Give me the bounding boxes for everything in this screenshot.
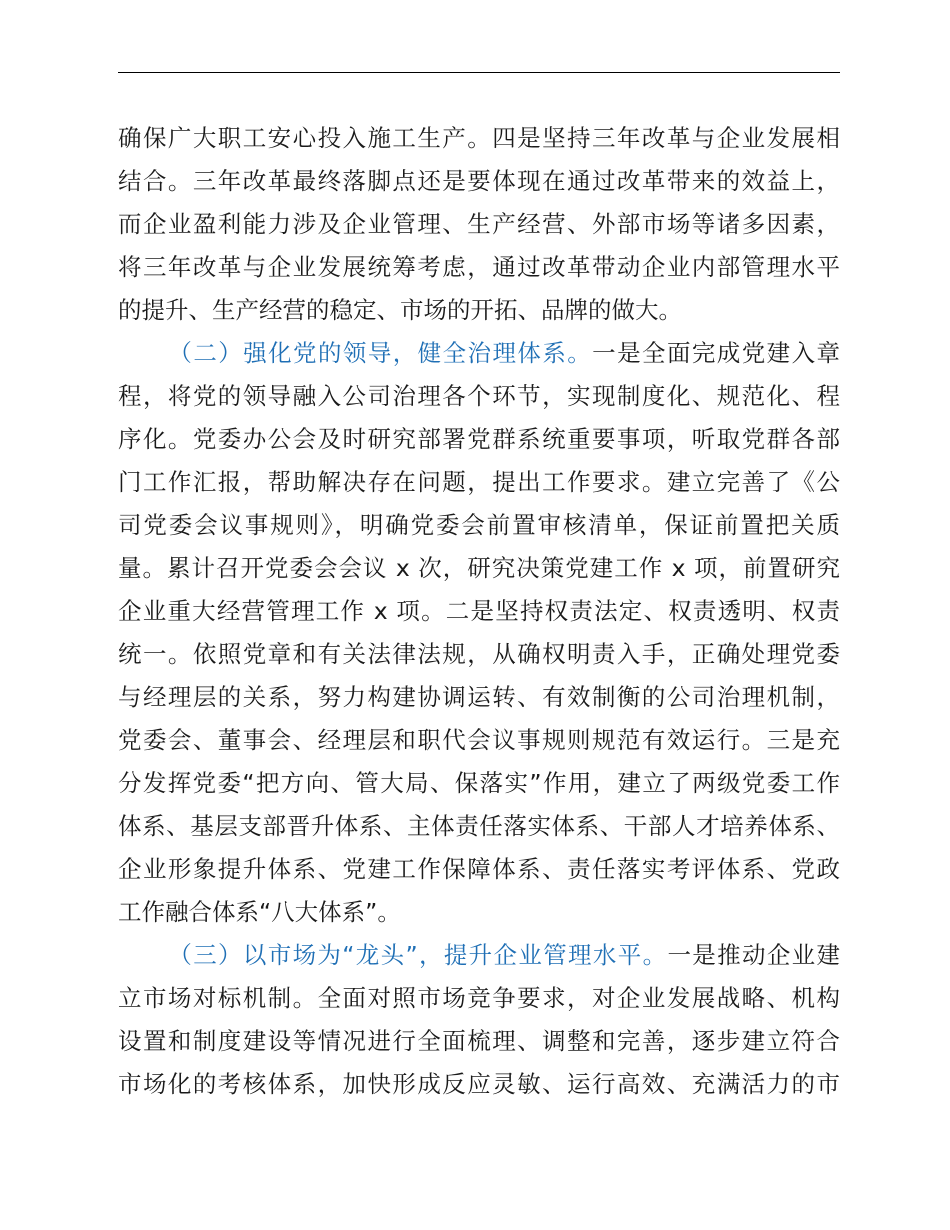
paragraph-section-3 [118, 934, 840, 1106]
section-heading: （二）强化党的领导，健全治理体系。 [167, 339, 593, 367]
text-line: 与经理层的关系，努力构建协调运转、有效制衡的公司治理机制， [118, 683, 840, 711]
paragraph-first-line [118, 332, 840, 375]
paragraph-first-line [118, 934, 840, 977]
text-line: 司党委会议事规则》，明确党委会前置审核清单，保证前置把关质 [118, 511, 840, 539]
text-line: 分发挥党委“把方向、管大局、保落实”作用，建立了两级党委工作 [118, 769, 840, 797]
text-line: 将三年改革与企业发展统筹考虑，通过改革带动企业内部管理水平 [118, 253, 840, 281]
text-line: 统一。依照党章和有关法律法规，从确权明责入手，正确处理党委 [118, 640, 840, 668]
text-line: 市场化的考核体系，加快形成反应灵敏、运行高效、充满活力的市 [118, 1070, 840, 1098]
text-line: 确保广大职工安心投入施工生产。四是坚持三年改革与企业发展相 [118, 124, 840, 152]
text-line: 企业重大经营管理工作 x 项。二是坚持权责法定、权责透明、权责 [118, 597, 840, 625]
text-line: 程，将党的领导融入公司治理各个环节，实现制度化、规范化、程 [118, 382, 840, 410]
paragraph-continuation [118, 117, 840, 332]
text-line: 而企业盈利能力涉及企业管理、生产经营、外部市场等诸多因素， [118, 210, 840, 238]
text-line: 立市场对标机制。全面对照市场竞争要求，对企业发展战略、机构 [118, 984, 840, 1012]
text-line: 门工作汇报，帮助解决存在问题，提出工作要求。建立完善了《公 [118, 468, 840, 496]
text-line: 量。累计召开党委会会议 x 次，研究决策党建工作 x 项，前置研究 [118, 554, 840, 582]
text-line: 结合。三年改革最终落脚点还是要体现在通过改革带来的效益上， [118, 167, 840, 195]
text-line: 工作融合体系“八大体系”。 [118, 898, 401, 926]
section-heading: （三）以市场为“龙头”，提升企业管理水平。 [167, 941, 668, 969]
document-body [118, 117, 840, 1106]
text-line: 的提升、生产经营的稳定、市场的开拓、品牌的做大。 [118, 296, 682, 324]
text-line: 企业形象提升体系、党建工作保障体系、责任落实考评体系、党政 [118, 855, 840, 883]
header-rule [118, 72, 840, 73]
text-line: 党委会、董事会、经理层和职代会议事规则规范有效运行。三是充 [118, 726, 840, 754]
text-run: 一是全面完成党建入章 [592, 339, 841, 367]
text-run: 一是推动企业建 [667, 941, 841, 969]
text-line: 设置和制度建设等情况进行全面梳理、调整和完善，逐步建立符合 [118, 1027, 840, 1055]
text-line: 序化。党委办公会及时研究部署党群系统重要事项，听取党群各部 [118, 425, 840, 453]
text-line: 体系、基层支部晋升体系、主体责任落实体系、干部人才培养体系、 [118, 812, 840, 840]
paragraph-section-2 [118, 332, 840, 934]
